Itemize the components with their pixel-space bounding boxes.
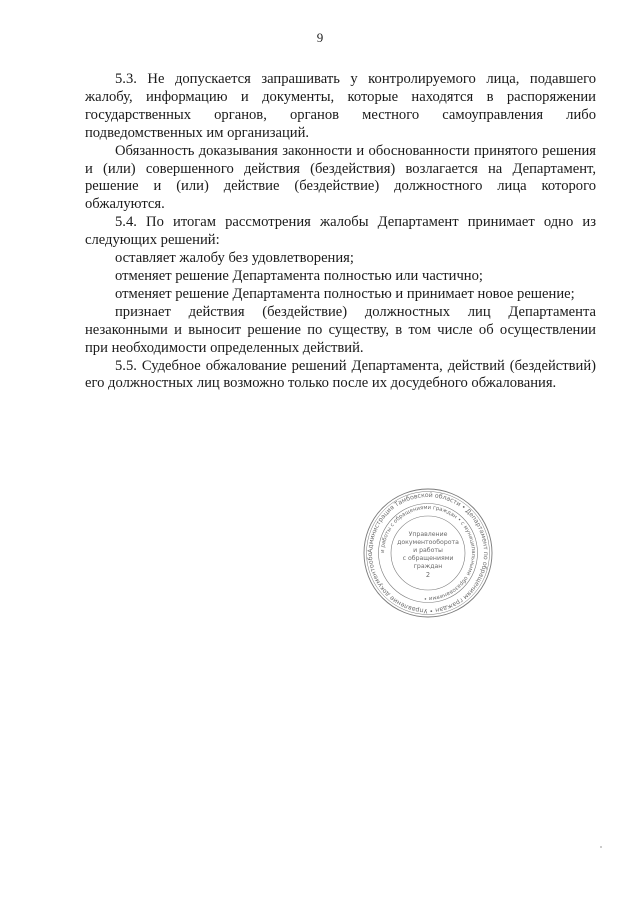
stamp-center-line-1: Управление [408,531,448,538]
decision-item-1: оставляет жалобу без удовлетворения; [115,250,354,267]
stamp-seal-icon [362,487,494,619]
stamp-center-line-4: с обращениями [402,555,454,562]
decision-item-4: признает действия (бездействие) должностных лиц Департамента незаконными и выносит решение по существу, в том числе об осуществлении при необходимости определенных действий. [85,303,596,356]
paragraph-5-5: 5.5. Судебное обжалование решений Департамента, действий (бездействий) его должностных лиц возможно только после их досудебного обжалования. [85,357,596,392]
paragraph-burden-of-proof: Обязанность доказывания законности и обоснованности принятого решения и (или) совершенного действия (бездействия) возлагается на Департамент, решение и (или) действие (бездействие) должностного лица которого обжалуются. [85,142,596,213]
decision-item-2: отменяет решение Департамента полностью или частично; [115,267,483,284]
scan-speck [600,846,602,848]
stamp-center-line-2: документооборота [397,539,459,546]
stamp-number: 2 [425,571,431,579]
document-body [85,71,596,393]
stamp-center-line-3: и работы [413,547,443,554]
paragraph-5-3: 5.3. Не допускается запрашивать у контролируемого лица, подавшего жалобу, информацию и документы, которые находятся в распоряжении государственных органов, органов местного самоуправления либо подведомственных им организаций. [85,71,596,141]
page-number: 9 [316,30,324,45]
stamp-center-line-5: граждан [413,563,443,570]
stamp-inner-ring-text: и работы с обращениями граждан • с муниципальными образованиями • [379,504,477,602]
official-stamp [362,487,494,619]
stamp-outer-ring-text: Администрация Тамбовской области • Департамент по обращениям граждан • Управление документообо [366,491,490,615]
decision-item-3: отменяет решение Департамента полностью и принимает новое решение; [115,285,575,302]
paragraph-5-4: 5.4. По итогам рассмотрения жалобы Департамент принимает одно из следующих решений: [85,214,596,249]
